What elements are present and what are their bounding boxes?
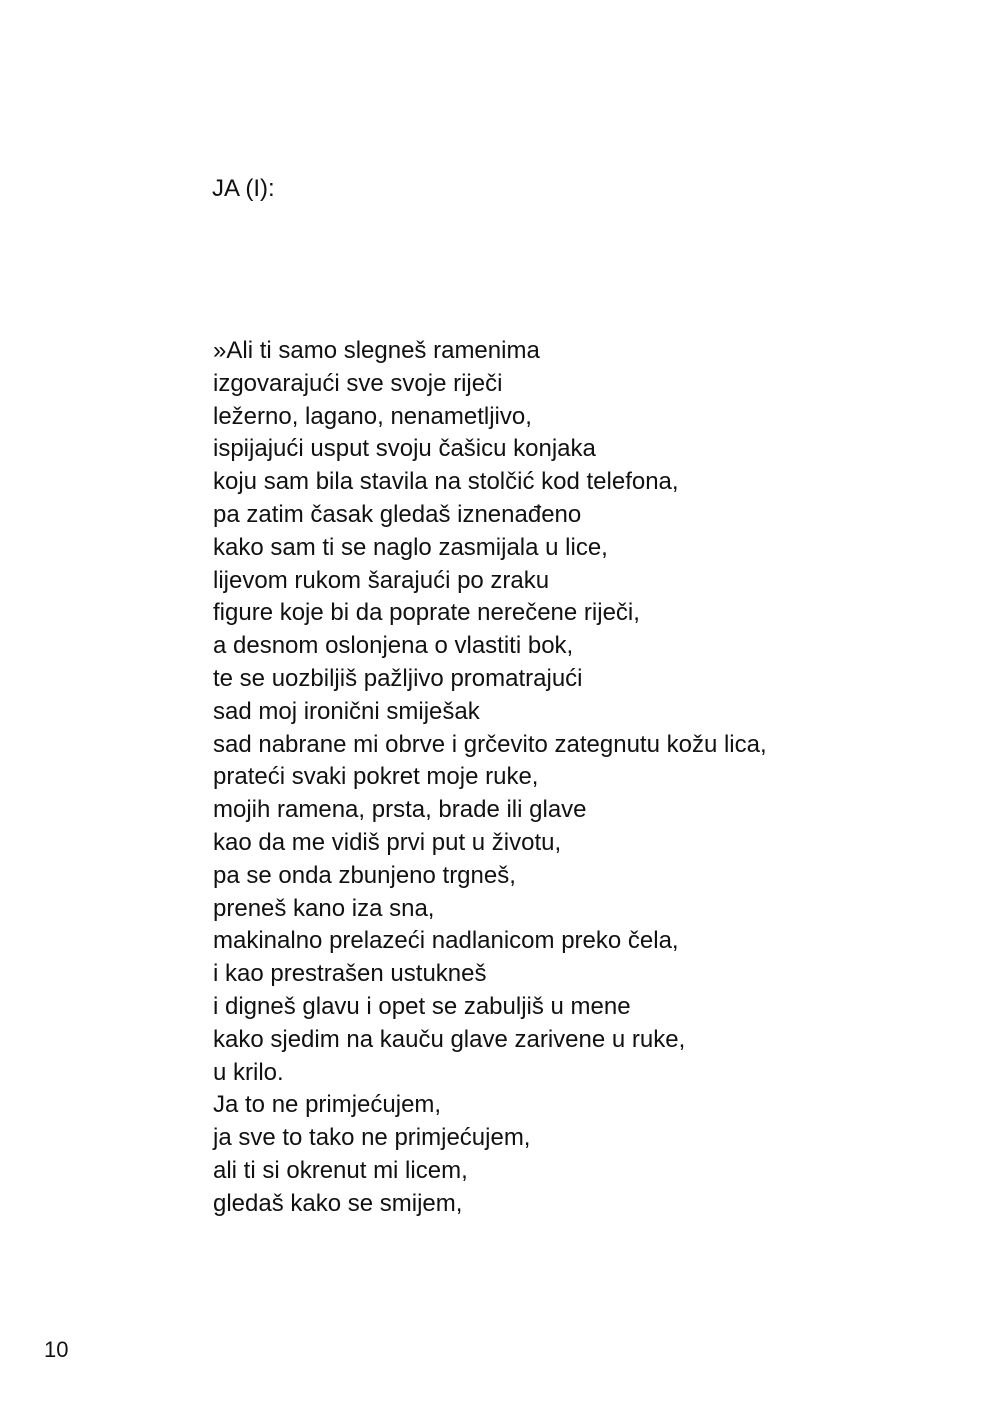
poem-line: ja sve to tako ne primjećujem, (213, 1124, 531, 1152)
poem-line: sad nabrane mi obrve i grčevito zategnutu kožu lica, (213, 730, 767, 758)
poem-line: kao da me vidiš prvi put u životu, (213, 828, 562, 856)
poem-line: ležerno, lagano, nenametljivo, (213, 402, 532, 430)
poem-line: pa zatim časak gledaš iznenađeno (213, 500, 582, 528)
poem-line: Ja to ne primjećujem, (213, 1091, 442, 1119)
poem-text (213, 335, 767, 1221)
poem-line: sad moj ironični smiješak (213, 697, 480, 725)
poem-line: u krilo. (213, 1058, 284, 1086)
poem-line: kako sjedim na kauču glave zarivene u ruke, (213, 1025, 686, 1053)
poem-line: makinalno prelazeći nadlanicom preko čela, (213, 927, 679, 955)
poem-line: mojih ramena, prsta, brade ili glave (213, 796, 587, 824)
poem-line: te se uozbiljiš pažljivo promatrajući (213, 664, 583, 692)
poem-line: »Ali ti samo slegneš ramenima (213, 337, 540, 364)
poem-line: kako sam ti se naglo zasmijala u lice, (213, 533, 608, 561)
poem-line: ali ti si okrenut mi licem, (213, 1156, 468, 1184)
poem-line: prateći svaki pokret moje ruke, (213, 763, 539, 791)
poem-line: pa se onda zbunjeno trgneš, (213, 861, 516, 889)
poem-line: ispijajući usput svoju čašicu konjaka (213, 435, 596, 463)
poem-line: a desnom oslonjena o vlastiti bok, (213, 632, 574, 660)
poem-line: izgovarajući sve svoje riječi (213, 369, 503, 397)
poem-line: figure koje bi da poprate nerečene riječi, (213, 599, 640, 627)
poem-line: i kao prestrašen ustukneš (213, 960, 487, 988)
page-title: JA (I): (212, 175, 275, 202)
poem-line: gledaš kako se smijem, (213, 1189, 463, 1217)
page-number: 10 (44, 1337, 69, 1362)
poem-line: lijevom rukom šarajući po zraku (213, 566, 550, 594)
poem-line: preneš kano iza sna, (213, 894, 435, 922)
poem-line: i digneš glavu i opet se zabuljiš u mene (213, 992, 631, 1020)
poem-line: koju sam bila stavila na stolčić kod telefona, (213, 468, 679, 496)
